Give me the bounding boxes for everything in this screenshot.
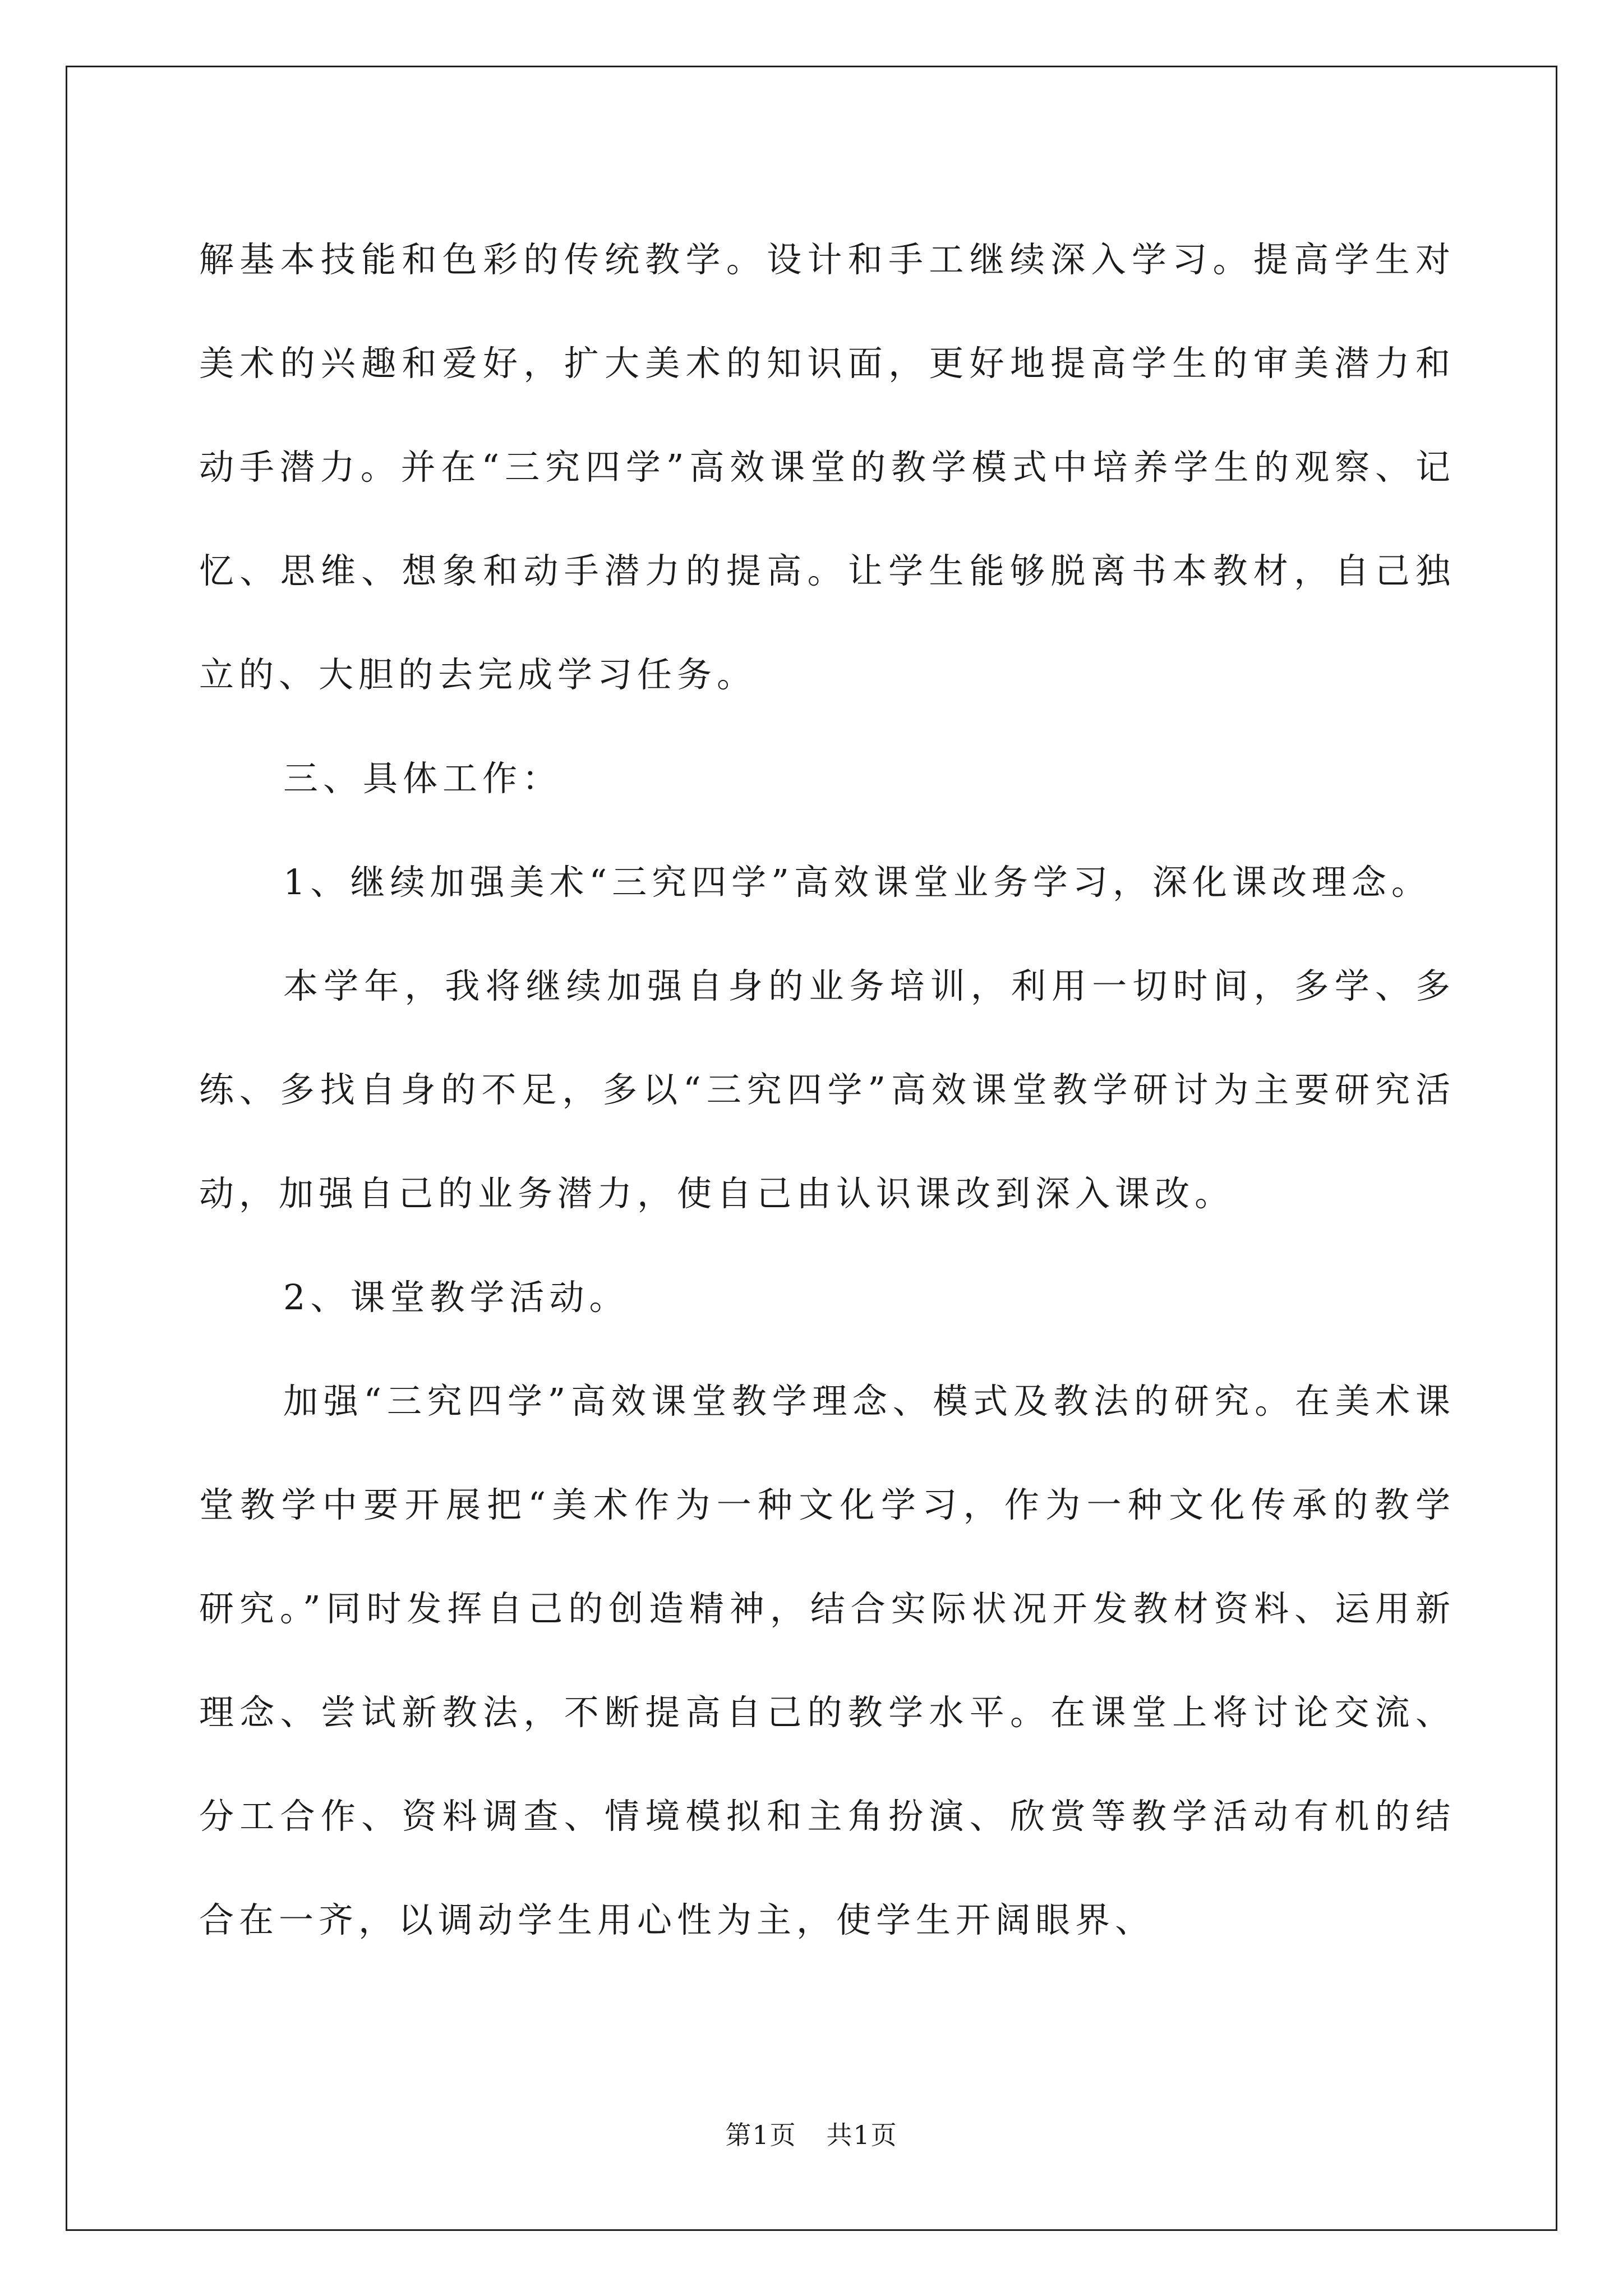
page-footer	[0, 2115, 1623, 2152]
document-body	[199, 208, 1455, 1972]
page-total: 共1页	[826, 2120, 898, 2150]
item-heading-1: 1、继续加强美术“三究四学”高效课堂业务学习，深化课改理念。	[283, 862, 1431, 903]
section-heading: 三、具体工作：	[283, 758, 562, 799]
paragraph-2: 本学年，我将继续加强自身的业务培训，利用一切时间，多学、多练、多找自身的不足，多以“三究四学”高效课堂教学研讨为主要研究活动，加强自己的业务潜力，使自己由认识课改到深入课改。	[199, 965, 1455, 1214]
page-number: 第1页	[725, 2120, 797, 2150]
paragraph-1: 解基本技能和色彩的传统教学。设计和手工继续深入学习。提高学生对美术的兴趣和爱好，扩大美术的知识面，更好地提高学生的审美潜力和动手潜力。并在“三究四学”高效课堂的教学模式中培养学生的观察、记忆、思维、想象和动手潜力的提高。让学生能够脱离书本教材，自己独立的、大胆的去完成学习任务。	[199, 239, 1455, 695]
item-heading-2: 2、课堂教学活动。	[283, 1277, 629, 1318]
paragraph-3: 加强“三究四学”高效课堂教学理念、模式及教法的研究。在美术课堂教学中要开展把“美术作为一种文化学习，作为一种文化传承的教学研究。”同时发挥自己的创造精神，结合实际状况开发教材资料、运用新理念、尝试新教法，不断提高自己的教学水平。在课堂上将讨论交流、分工合作、资料调查、情境模拟和主角扮演、欣赏等教学活动有机的结合在一齐，以调动学生用心性为主，使学生开阔眼界、	[199, 1381, 1455, 1940]
